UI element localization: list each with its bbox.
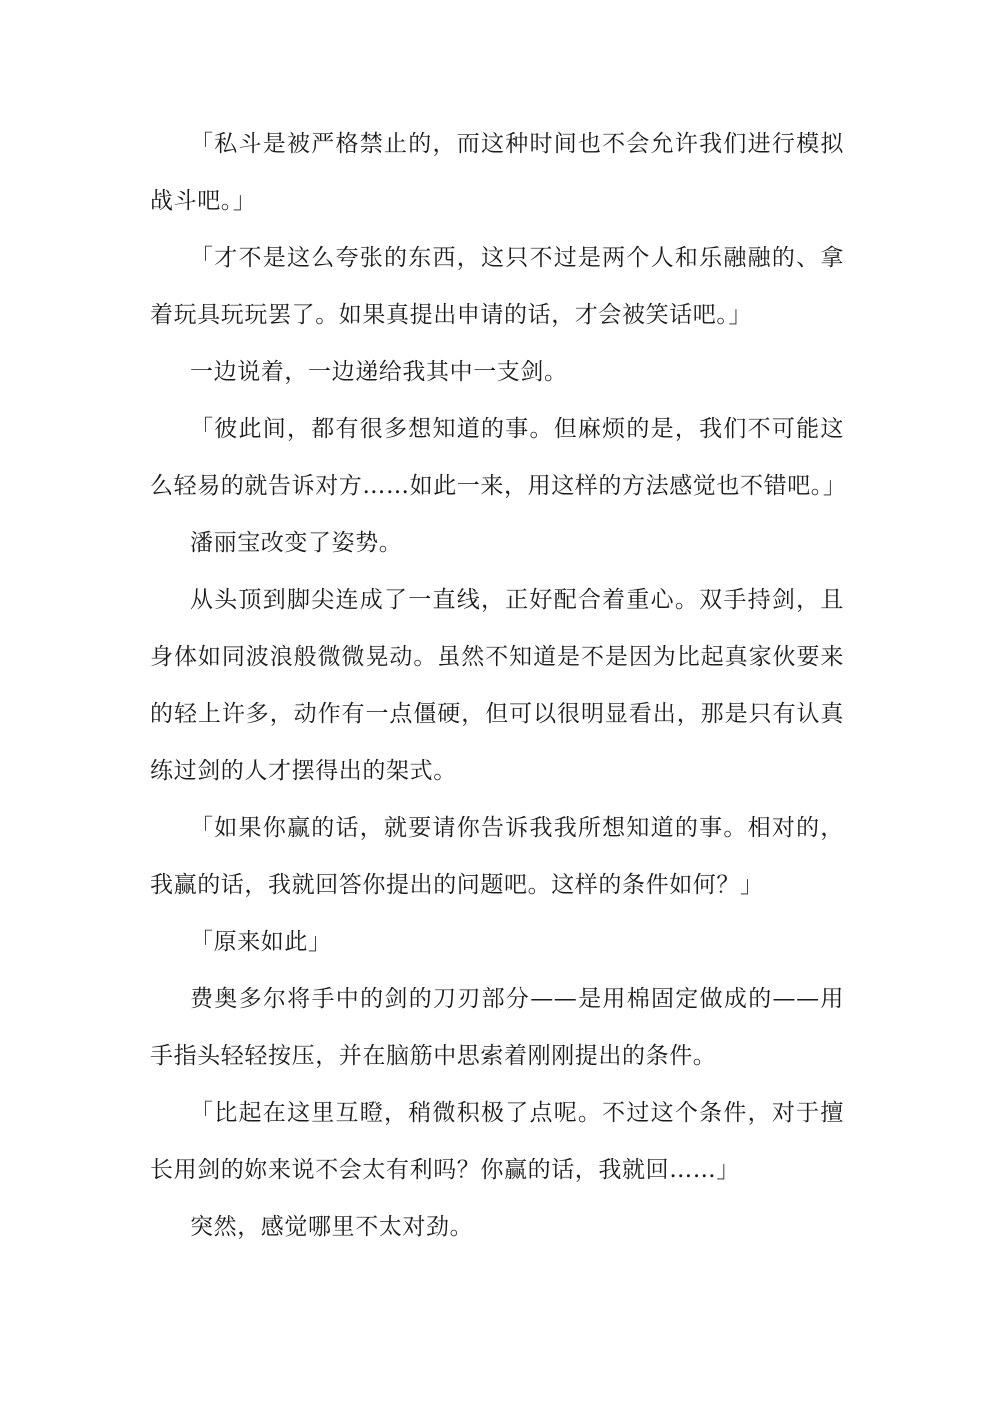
paragraph: 「原来如此」 xyxy=(190,929,332,955)
paragraph: 「才不是这么夸张的东西，这只不过是两个人和乐融融的、拿着玩具玩玩罢了。如果真提出申请的话，才会被笑话吧。」 xyxy=(150,245,844,328)
paragraph: 一边说着，一边递给我其中一支剑。 xyxy=(190,359,568,385)
body-text xyxy=(150,116,847,1256)
paragraph: 费奥多尔将手中的剑的刀刃部分——是用棉固定做成的——用手指头轻轻按压，并在脑筋中思索着刚刚提出的条件。 xyxy=(150,986,844,1069)
paragraph: 「彼此间，都有很多想知道的事。但麻烦的是，我们不可能这么轻易的就告诉对方……如此一来，用这样的方法感觉也不错吧。」 xyxy=(150,416,847,499)
paragraph: 突然，感觉哪里不太对劲。 xyxy=(190,1214,474,1240)
paragraph: 「如果你赢的话，就要请你告诉我我所想知道的事。相对的，我赢的话，我就回答你提出的问题吧。这样的条件如何？」 xyxy=(150,815,844,898)
paragraph: 潘丽宝改变了姿势。 xyxy=(190,530,403,556)
paragraph: 「比起在这里互瞪，稍微积极了点呢。不过这个条件，对于擅长用剑的妳来说不会太有利吗？你赢的话，我就回……」 xyxy=(150,1100,844,1183)
paragraph: 从头顶到脚尖连成了一直线，正好配合着重心。双手持剑，且身体如同波浪般微微晃动。虽然不知道是不是因为比起真家伙要来的轻上许多，动作有一点僵硬，但可以很明显看出，那是只有认真练过剑的人才摆得出的架式。 xyxy=(150,587,844,784)
paragraph: 「私斗是被严格禁止的，而这种时间也不会允许我们进行模拟战斗吧。」 xyxy=(150,131,844,214)
